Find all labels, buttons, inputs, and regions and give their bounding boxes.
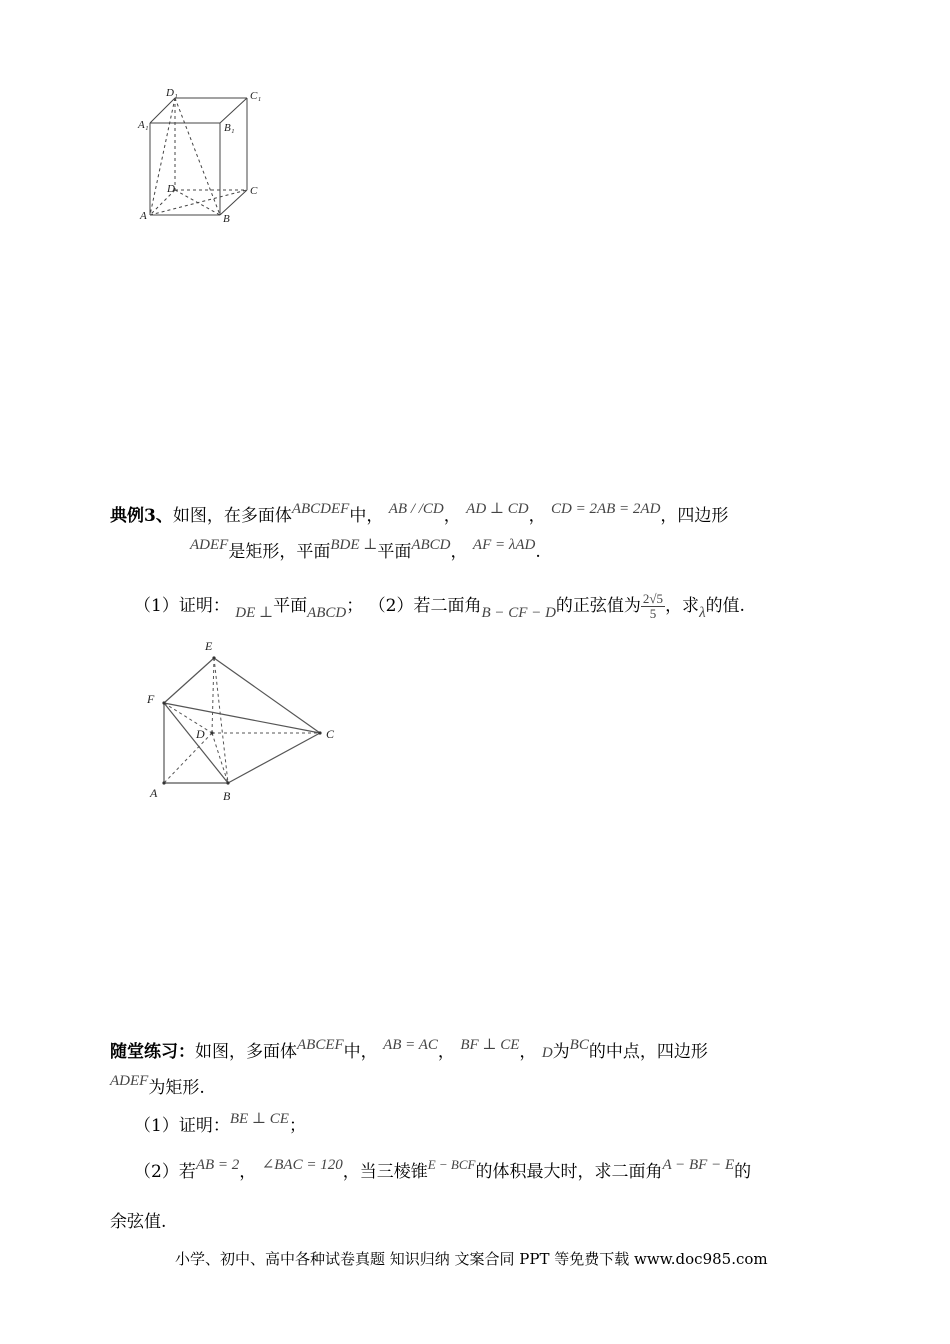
sine-value-fraction: $\frac{2√5}{5}$: [642, 591, 664, 621]
label-C: C: [250, 185, 258, 197]
label-F: F: [147, 692, 155, 706]
label-C1: C₁: [250, 90, 262, 102]
example3-question-line: （1）证明： DE ⊥平面ABCD； （2）若二面角B − CF − D的正弦值为 $\frac{2√5}{5}$ ，求λ的值.: [134, 591, 745, 621]
label-D: D: [167, 183, 175, 195]
prism-figure: [130, 85, 270, 230]
polyhedron-figure: [140, 635, 350, 805]
practice-q2-line2: 余弦值.: [110, 1212, 167, 1232]
label-C: C: [326, 727, 335, 741]
label-A: A: [150, 786, 158, 800]
label-B: B: [223, 213, 230, 225]
label-A1: A₁: [138, 119, 149, 131]
practice-q2-line: （2）若AB = 2， ∠BAC = 120，当三棱锥$^{E - BCF}$的体积最大时，求二面角A − BF − E的: [134, 1157, 752, 1182]
example3-line1: 典例3、如图，在多面体ABCDEF中， AB / /CD， AD ⊥ CD， CD = 2AB = 2AD，四边形: [110, 501, 729, 526]
practice-q1-line: （1）证明：BE ⊥ CE；: [134, 1111, 306, 1136]
label-B1: B₁: [224, 122, 235, 134]
label-A: A: [140, 210, 147, 222]
label-B: B: [223, 789, 231, 803]
label-D1: D₁: [166, 87, 178, 99]
label-E: E: [205, 639, 213, 653]
label-D: D: [196, 727, 205, 741]
example3-heading: 典例3、: [110, 506, 173, 526]
practice-heading: 随堂练习：: [110, 1042, 195, 1062]
footer-text: 小学、初中、高中各种试卷真题 知识归纳 文案合同 PPT 等免费下载 www.doc985.com: [175, 1250, 768, 1268]
example3-line2: ADEF是矩形，平面BDE ⊥平面ABCD， AF = λAD.: [190, 537, 541, 562]
practice-line2: ADEF为矩形.: [110, 1073, 205, 1098]
practice-line1: 随堂练习：如图，多面体ABCEF中， AB = AC， BF ⊥ CE， D为BC的中点，四边形: [110, 1037, 708, 1062]
